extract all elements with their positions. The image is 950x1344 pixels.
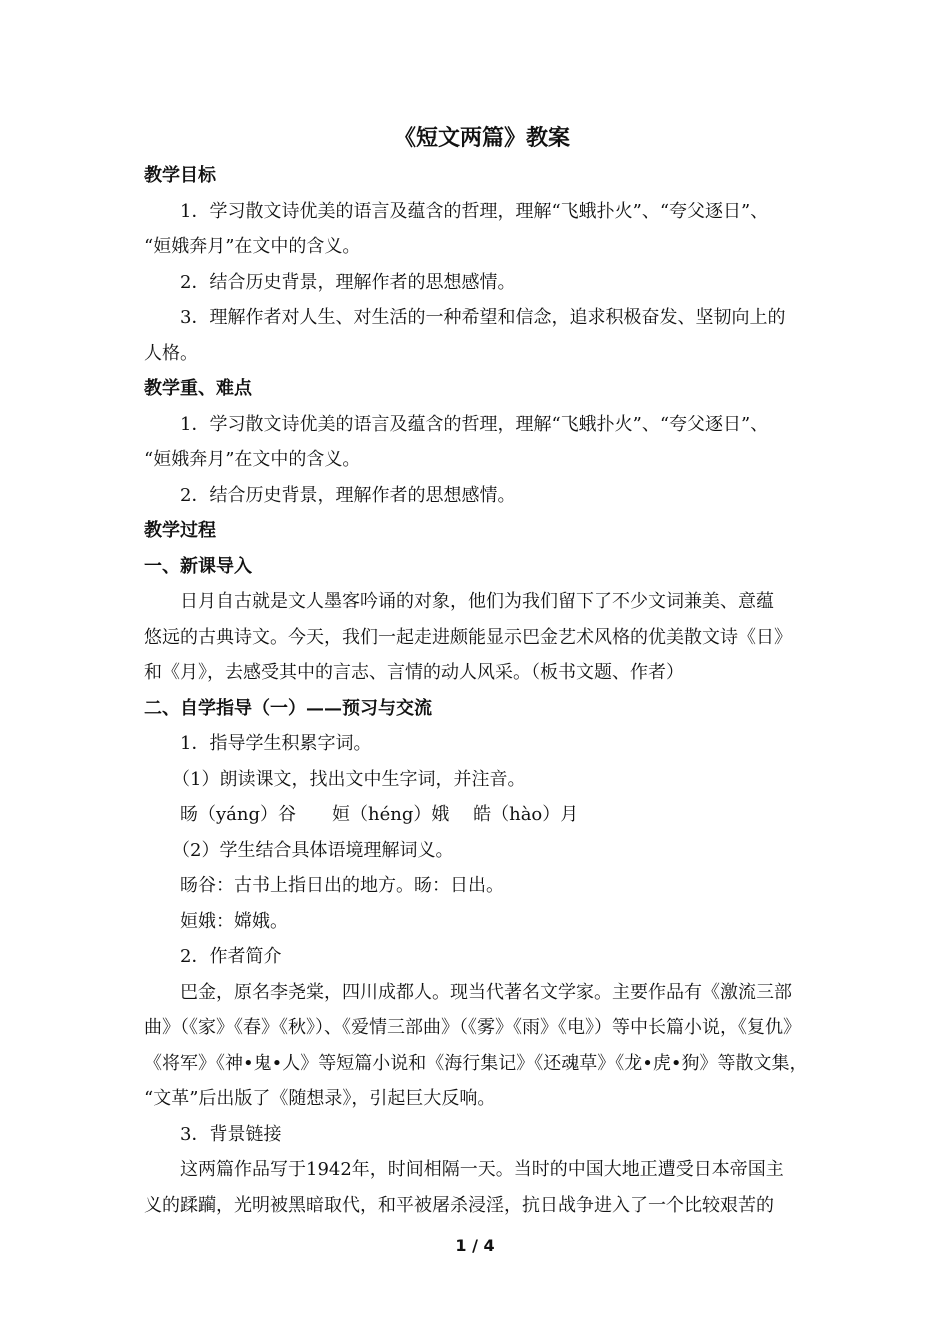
paragraph-line: 曲》（《家》《春》《秋》）、《爱情三部曲》（《雾》《雨》《电》）等中长篇小说，《复仇》 (144, 1017, 801, 1038)
page-number: 1 / 4 (455, 1236, 495, 1255)
paragraph-line: 义的蹂躏，光明被黑暗取代，和平被屠杀浸淫，抗日战争进入了一个比较艰苦的 (144, 1194, 774, 1216)
paragraph-line: 3．背景链接 (180, 1123, 282, 1145)
paragraph-line: （1）朗读课文，找出文中生字词，并注音。 (172, 768, 526, 790)
paragraph-line: “姮娥奔月”在文中的含义。 (144, 449, 361, 470)
paragraph-line: 人格。 (144, 342, 198, 364)
paragraph-line: 这两篇作品写于1942年，时间相隔一天。当时的中国大地正遭受日本帝国主 (180, 1159, 784, 1180)
paragraph-line: 2．结合历史背景，理解作者的思想感情。 (180, 484, 516, 506)
paragraph-line: 悠远的古典诗文。今天，我们一起走进颇能显示巴金艺术风格的优美散文诗《日》 (144, 626, 792, 648)
paragraph-line: 和《月》，去感受其中的言志、言情的动人风采。（板书文题、作者） (144, 662, 684, 683)
paragraph-line: 《将军》《神•鬼•人》等短篇小说和《海行集记》《还魂草》《龙•虎•狗》等散文集， (144, 1052, 808, 1074)
paragraph-line: “文革”后出版了《随想录》，引起巨大反响。 (144, 1088, 496, 1109)
subsection-heading-intro: 一、新课导入 (144, 555, 252, 577)
paragraph-line: 巴金，原名李尧棠，四川成都人。现当代著名文学家。主要作品有《激流三部 (180, 981, 792, 1003)
paragraph-line: 旸（yáng）谷 姮（héng）娥 皓（hào）月 (180, 804, 579, 825)
paragraph-line: 旸谷：古书上指日出的地方。旸：日出。 (180, 875, 504, 896)
paragraph-line: 1．学习散文诗优美的语言及蕴含的哲理，理解“飞蛾扑火”、“夸父逐日”、 (180, 200, 769, 222)
paragraph-line: 2．作者简介 (180, 946, 282, 967)
paragraph-line: （2）学生结合具体语境理解词义。 (172, 839, 454, 861)
section-heading-process: 教学过程 (144, 520, 216, 541)
paragraph-line: 日月自古就是文人墨客吟诵的对象，他们为我们留下了不少文词兼美、意蕴 (180, 591, 774, 612)
paragraph-line: 姮娥：嫦娥。 (180, 910, 288, 932)
page-title: 《短文两篇》教案 (393, 125, 570, 151)
paragraph-line: “姮娥奔月”在文中的含义。 (144, 236, 361, 257)
paragraph-line: 2．结合历史背景，理解作者的思想感情。 (180, 271, 516, 293)
section-heading-key-points: 教学重、难点 (144, 378, 252, 399)
document-body (144, 120, 820, 1223)
paragraph-line: 1．学习散文诗优美的语言及蕴含的哲理，理解“飞蛾扑火”、“夸父逐日”、 (180, 413, 769, 435)
subsection-heading-self-study: 二、自学指导（一）——预习与交流 (144, 697, 432, 719)
paragraph-line: 1．指导学生积累字词。 (180, 733, 372, 754)
section-heading-goals: 教学目标 (144, 165, 216, 186)
paragraph-line: 3．理解作者对人生、对生活的一种希望和信念，追求积极奋发、坚韧向上的 (180, 307, 786, 328)
